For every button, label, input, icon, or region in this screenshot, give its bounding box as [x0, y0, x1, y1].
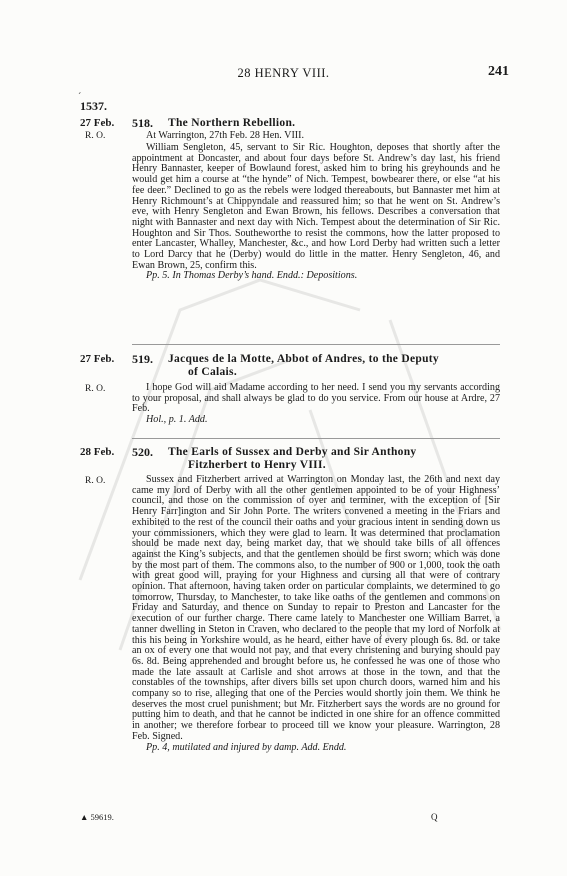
entry-endorsement: Pp. 4, mutilated and injured by damp. Add. Endd. [146, 741, 347, 753]
entry-title-continued: of Calais. [188, 366, 237, 378]
entry-number: 518. [132, 116, 153, 130]
entry-source: R. O. [85, 131, 106, 141]
entry-body [132, 475, 500, 753]
entry-body [132, 143, 500, 282]
entry-body-text: I hope God will aid Madame according to her need. I send you my servants according to your proposal, and shall always be glad to do you service. From our house at Ardre, 27 Feb. [132, 382, 500, 415]
entry-title-continued: Fitzherbert to Henry VIII. [188, 459, 326, 471]
entry-title: Jacques de la Motte, Abbot of Andres, to the Deputy [168, 353, 439, 365]
entry-dateline: At Warrington, 27th Feb. 28 Hen. VIII. [146, 130, 305, 141]
entry-title: The Earls of Sussex and Derby and Sir Anthony [168, 446, 417, 458]
entry-number: 519. [132, 352, 153, 366]
entry-date: 27 Feb. [80, 117, 115, 129]
gathering-mark: Q [431, 812, 438, 822]
running-head: 28 HENRY VIII. [237, 66, 330, 80]
entry-title: The Northern Rebellion. [168, 117, 296, 129]
page-number: 241 [488, 64, 509, 79]
entry-date: 27 Feb. [80, 353, 115, 365]
entry-endorsement: Pp. 5. In Thomas Derby’s hand. Endd.: Depositions. [146, 270, 358, 282]
tick-mark: ´ [78, 92, 82, 103]
entry-divider [132, 438, 500, 439]
entry-divider [132, 344, 500, 345]
entry-endorsement: Hol., p. 1. Add. [146, 414, 208, 426]
entry-date: 28 Feb. [80, 446, 115, 458]
entry-body [132, 383, 500, 426]
entry-source: R. O. [85, 476, 106, 486]
year-heading: 1537. [80, 99, 107, 113]
entry-body-text: William Sengleton, 45, servant to Sir Ric. Houghton, deposes that shortly after the appointment at Doncaster, and about four days before St. Andrew’s day last, his friend Henry Bannaster, keeper of Bowlaund forest, asked him to bring his greyhounds and he would get him a course at “the hynde” of Nich. Tempest, bowbearer there, or else “at his fee deer.” Declined to go as the rebels were lodged thereabouts, but Bannaster met him at Henry Richmount’s at Chippyndale and reassured him; so that he went on St. Andrew’s eve, with Henry Sengleton and Ewan Brown, his fellows. Describes a conversation that night with Bannaster and next day with Nich. Tempest about the determination of Sir Ric. Houghton and Sir Thos. Southeworthe to resist the commons, how the latter proposed to enter Lancaster, Whalley, Manchester, &c., and how Lord Derby had written such a letter to Lord Darcy that he (Derby) would do little in the matter. Henry Sengleton, 46, and Ewan Brown, 25, confirm this. [132, 142, 500, 271]
entry-body-text: Sussex and Fitzherbert arrived at Warrington on Monday last, the 26th and next day came my lord of Derby with all the other gentlemen appointed to be of your Highness’ council, and those on the commission of oyer and terminer, with the exception of [Sir Henry Farr]ington and Sir John Porte. The writers convened a meeting in the Friars and exhibited to the rest of the council their oaths and your gracious intent in sending down us your commissioners, which they were glad to learn. It was determined that proclamation should be made next day, being market day, that we should take bills of all offences against the King’s subjects, and that the gentlemen should be first sworn; which was done by the most part of them. The commons also, to the number of 900 or 1,000, took the oath with great good will, praying for your Highness and cursing all that were of contrary opinion. That afternoon, having taken order on particular complaints, we determined to go tomorrow, Thursday, to Manchester, to take like oaths of the gentlemen and commons on Friday and Saturday, and thence on Sunday to repair to Preston and Lancaster for the execution of our further charge. There came lately to Manchester one William Barret, a tanner dwelling in Steton in Craven, who declared to the people that my lord of Norfolk at this his being in Yorkshire would, as he heard, either have of every plough 6s. 8d. or take an ox of every one that would not pay, and that every christening and burying should pay 6s. 8d. Being apprehended and brought before us, he confessed he was one of those who made the late assault at Carlisle and shot arrows at those in the town, and that the constables of the townships, after divers bills set upon church doors, warned him and his company so to rise, alleging that one of the Percies would shortly join them. We think he deserves the most cruel punishment; but Mr. Fitzherbert says the words are no ground for putting him to death, and that he cannot be indicted in one shire for an offence committed in another; we therefore forbear to proceed till we know your pleasure. Warrington, 28 Feb. Signed. [132, 474, 500, 742]
entry-number: 520. [132, 445, 153, 459]
printer-signature: ▲ 59619. [80, 812, 114, 822]
entry-source: R. O. [85, 384, 106, 394]
